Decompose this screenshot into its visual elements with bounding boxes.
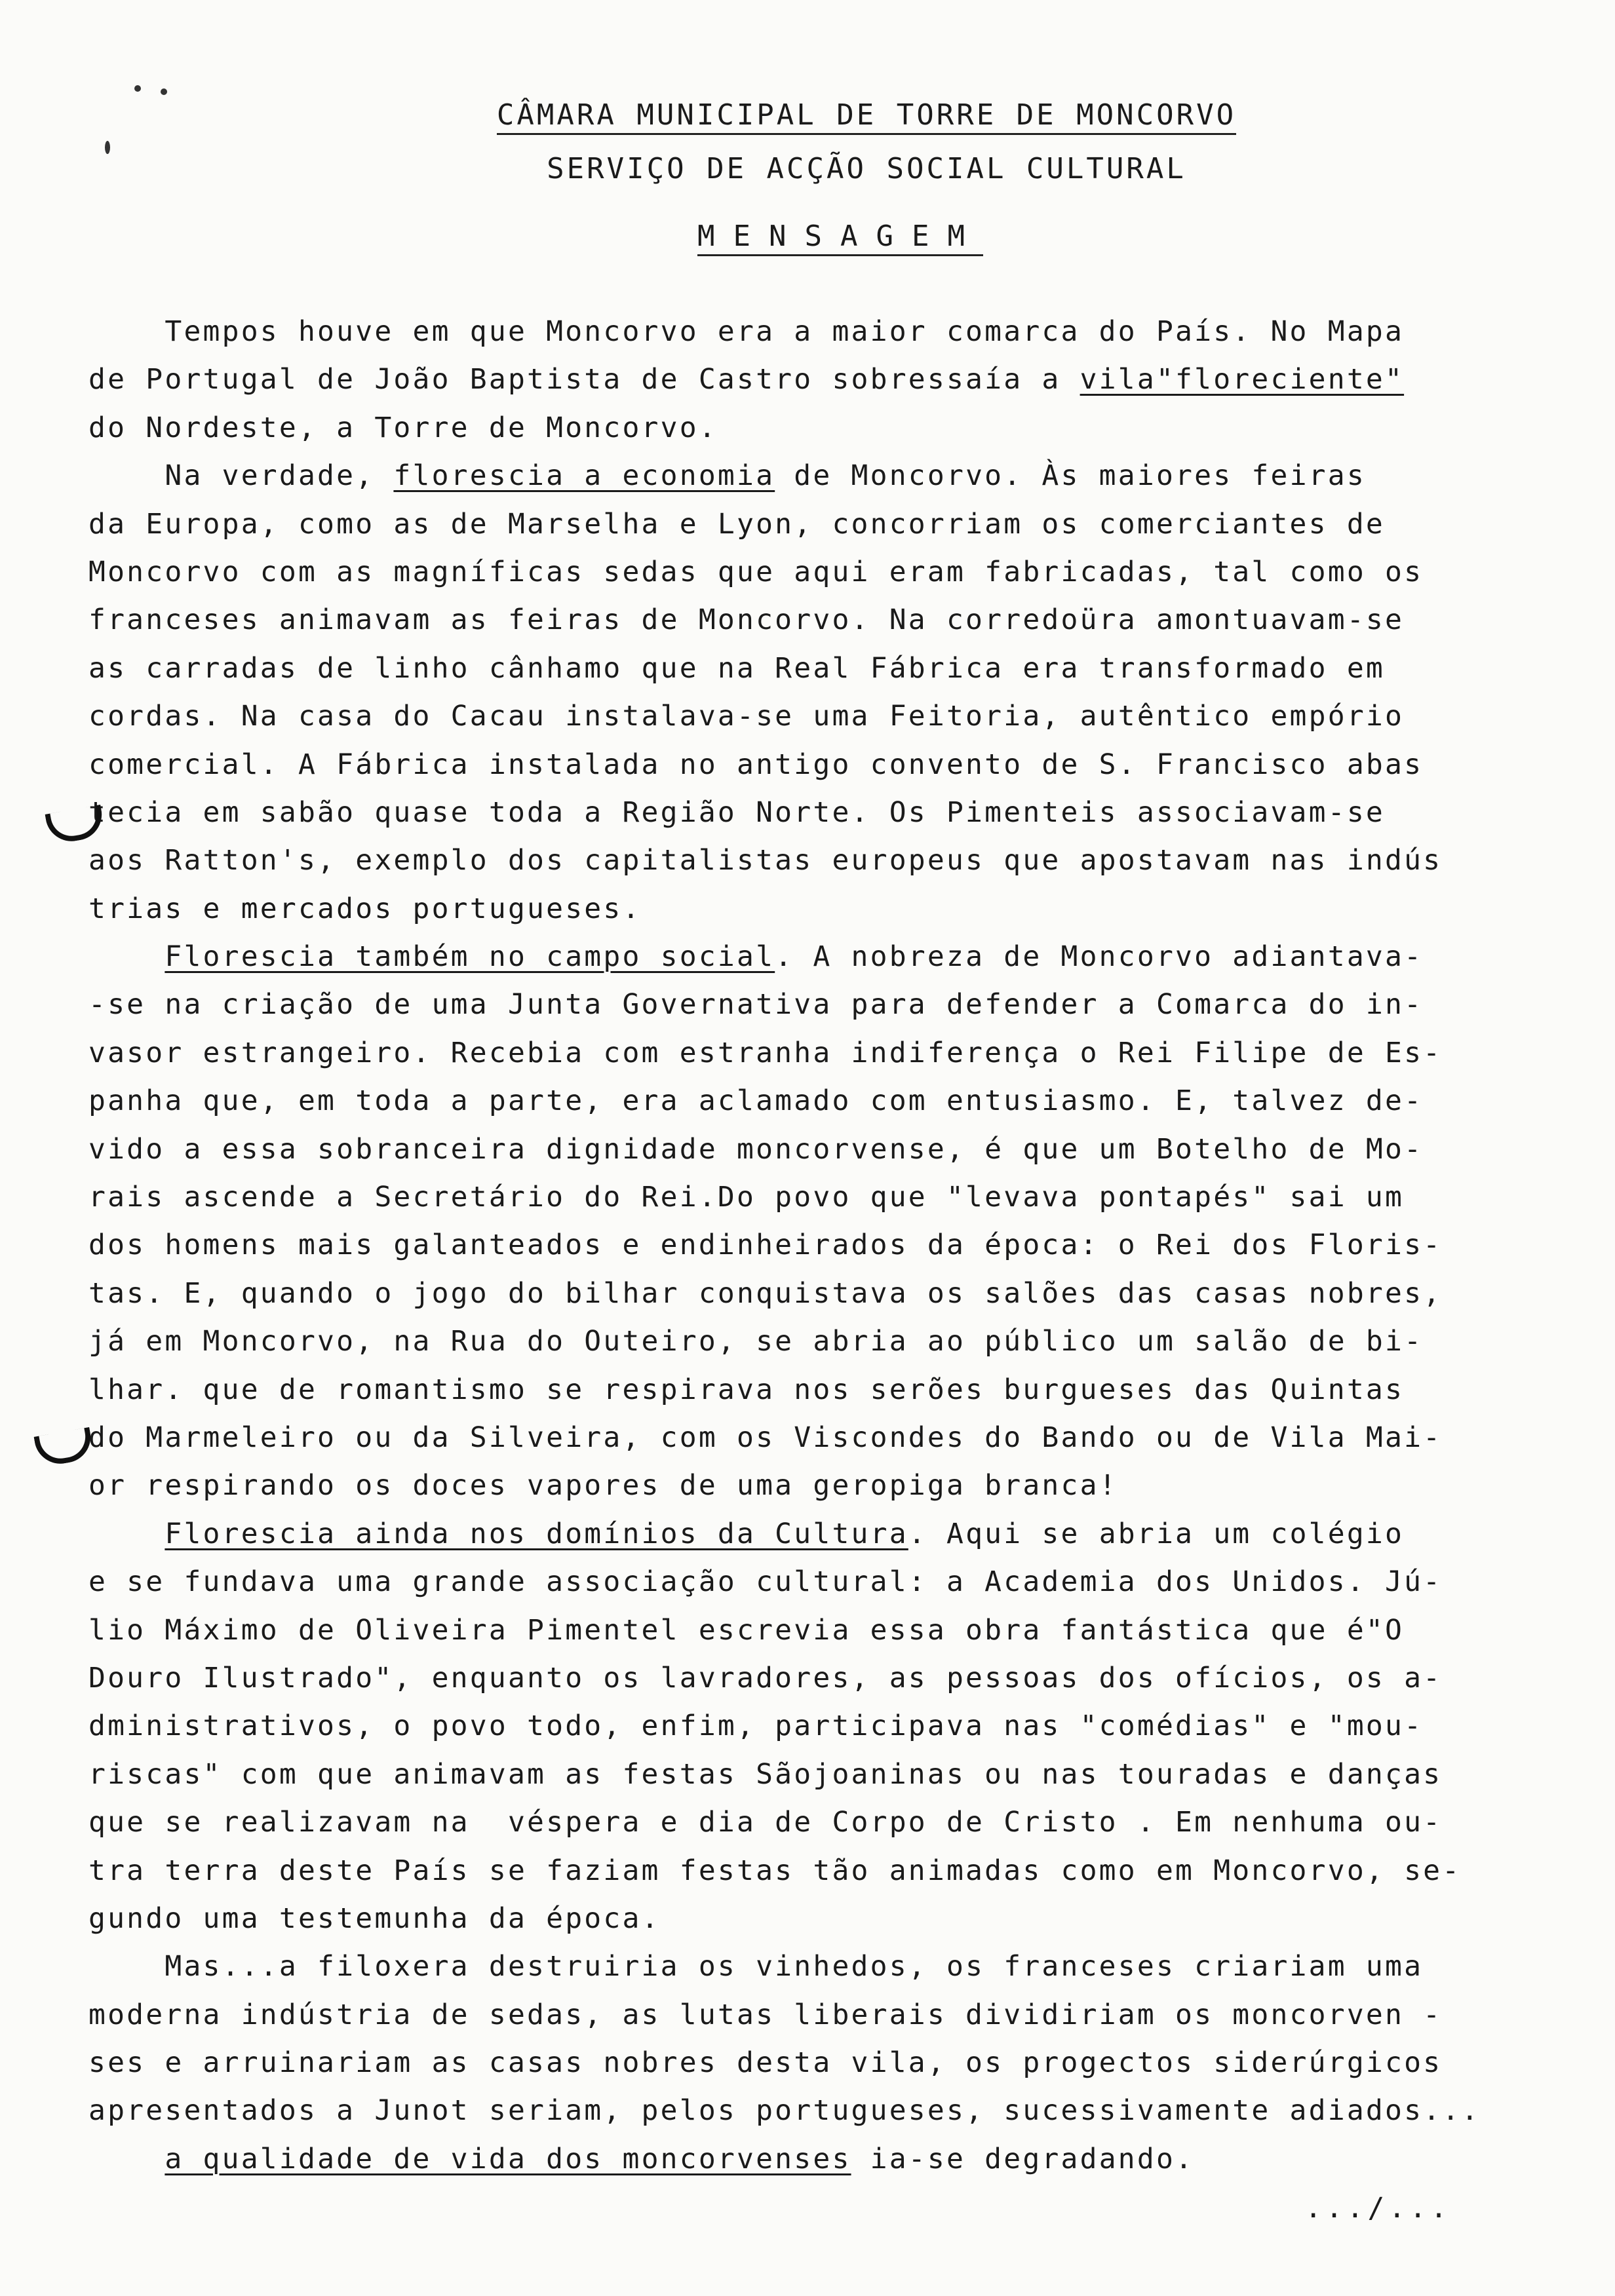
header-service-text: SERVIÇO DE ACÇÃO SOCIAL CULTURAL bbox=[547, 152, 1186, 185]
text-run: tra terra deste País se faziam festas tão animadas como em Moncorvo, se- bbox=[88, 1854, 1462, 1887]
text-line bbox=[88, 356, 1478, 404]
underlined-phrase: vila"floreciente" bbox=[1080, 363, 1405, 396]
text-line bbox=[88, 548, 1478, 596]
text-run: Tempos houve em que Moncorvo era a maior comarca do País. No Mapa bbox=[88, 315, 1405, 348]
text-run: ia-se degradando. bbox=[851, 2142, 1195, 2175]
text-line bbox=[88, 837, 1478, 885]
header-institution bbox=[59, 98, 1615, 132]
paragraph bbox=[88, 308, 1478, 452]
text-run: dos homens mais galanteados e endinheirados da época: o Rei dos Floris- bbox=[88, 1229, 1443, 1262]
header-service bbox=[59, 152, 1615, 185]
text-line bbox=[88, 1029, 1478, 1077]
text-run: do Marmeleiro ou da Silveira, com os Viscondes do Bando ou de Vila Mai- bbox=[88, 1421, 1443, 1454]
text-line bbox=[88, 1462, 1478, 1510]
text-run: . Aqui se abria um colégio bbox=[908, 1517, 1405, 1550]
text-run: rais ascende a Secretário do Rei.Do povo que "levava pontapés" sai um bbox=[88, 1181, 1405, 1214]
text-run: as carradas de linho cânhamo que na Real Fábrica era transformado em bbox=[88, 651, 1385, 685]
text-line bbox=[88, 308, 1478, 356]
continuation-mark: .../... bbox=[1304, 2192, 1451, 2225]
text-line bbox=[88, 1221, 1478, 1269]
text-run bbox=[88, 2143, 165, 2175]
text-run: dministrativos, o povo todo, enfim, participava nas "comédias" e "mou- bbox=[88, 1710, 1424, 1743]
underlined-phrase: a qualidade de vida dos moncorvenses bbox=[165, 2142, 851, 2175]
header-institution-text: CÂMARA MUNICIPAL DE TORRE DE MONCORVO bbox=[497, 98, 1236, 135]
text-line bbox=[88, 885, 1478, 933]
text-line bbox=[88, 1414, 1478, 1462]
text-run: vido a essa sobranceira dignidade moncorvense, é que um Botelho de Mo- bbox=[88, 1132, 1424, 1166]
text-run: já em Moncorvo, na Rua do Outeiro, se abria ao público um salão de bi- bbox=[88, 1325, 1424, 1358]
text-line bbox=[88, 1991, 1478, 2039]
text-run: de Moncorvo. Às maiores feiras bbox=[775, 459, 1366, 493]
text-line bbox=[88, 1270, 1478, 1318]
paragraph bbox=[88, 452, 1478, 933]
text-run: e se fundava uma grande associação cultural: a Academia dos Unidos. Jú- bbox=[88, 1565, 1443, 1599]
text-line bbox=[88, 645, 1478, 693]
text-run: gundo uma testemunha da época. bbox=[88, 1902, 661, 1935]
document-body bbox=[88, 308, 1481, 2183]
text-run: franceses animavam as feiras de Moncorvo. Na corredoüra amontuavam-se bbox=[88, 603, 1405, 637]
text-run: trias e mercados portugueses. bbox=[88, 892, 642, 925]
ink-speck bbox=[105, 141, 110, 154]
text-line bbox=[88, 741, 1478, 789]
text-line bbox=[88, 1702, 1478, 1750]
text-line bbox=[88, 1751, 1478, 1799]
text-run: cordas. Na casa do Cacau instalava-se uma Feitoria, autêntico empório bbox=[88, 700, 1405, 733]
text-line bbox=[88, 596, 1478, 644]
document-title-text: MENSAGEM bbox=[697, 220, 983, 256]
text-line bbox=[88, 1366, 1478, 1414]
underlined-phrase: Florescia também no campo social bbox=[165, 940, 775, 974]
paragraph bbox=[88, 933, 1478, 1510]
text-line bbox=[88, 2039, 1478, 2087]
text-run: comercial. A Fábrica instalada no antigo convento de S. Francisco abas bbox=[88, 748, 1424, 781]
text-run: aos Ratton's, exemplo dos capitalistas europeus que apostavam nas indús bbox=[88, 844, 1443, 877]
text-run: ses e arruinariam as casas nobres desta vila, os progectos siderúrgicos bbox=[88, 2046, 1443, 2080]
text-run: de Portugal de João Baptista de Castro sobressaía a bbox=[88, 363, 1080, 396]
text-line bbox=[88, 1943, 1478, 1991]
underlined-phrase: florescia a economia bbox=[393, 459, 775, 493]
text-run: vasor estrangeiro. Recebia com estranha indiferença o Rei Filipe de Es- bbox=[88, 1036, 1443, 1069]
text-run bbox=[88, 940, 165, 973]
text-line bbox=[88, 1558, 1478, 1606]
text-line bbox=[88, 1607, 1478, 1655]
text-line bbox=[88, 1847, 1478, 1895]
text-run: riscas" com que animavam as festas Sãojoaninas ou nas touradas e danças bbox=[88, 1757, 1443, 1791]
text-line bbox=[88, 1174, 1478, 1221]
text-run: tecia em sabão quase toda a Região Norte. Os Pimenteis associavam-se bbox=[88, 795, 1385, 829]
text-line bbox=[88, 789, 1478, 837]
text-line bbox=[88, 404, 1478, 452]
text-run: que se realizavam na véspera e dia de Corpo de Cristo . Em nenhuma ou- bbox=[88, 1806, 1443, 1839]
text-line bbox=[88, 693, 1478, 740]
text-line bbox=[88, 452, 1478, 500]
ink-speck bbox=[161, 88, 167, 95]
text-run: panha que, em toda a parte, era aclamado com entusiasmo. E, talvez de- bbox=[88, 1084, 1424, 1118]
text-run: tas. E, quando o jogo do bilhar conquistava os salões das casas nobres, bbox=[88, 1276, 1443, 1310]
text-run: lio Máximo de Oliveira Pimentel escrevia essa obra fantástica que é"O bbox=[88, 1613, 1405, 1647]
text-line bbox=[88, 1126, 1478, 1174]
text-line bbox=[88, 2135, 1478, 2183]
margin-pen-mark bbox=[33, 1427, 94, 1468]
text-line bbox=[88, 1318, 1478, 1366]
text-line bbox=[88, 933, 1478, 981]
text-line bbox=[88, 1655, 1478, 1702]
text-line bbox=[88, 1510, 1478, 1558]
text-run: lhar. que de romantismo se respirava nos serões burgueses das Quintas bbox=[88, 1373, 1405, 1406]
text-run: da Europa, como as de Marselha e Lyon, concorriam os comerciantes de bbox=[88, 507, 1385, 541]
text-line bbox=[88, 1799, 1478, 1846]
text-run: do Nordeste, a Torre de Moncorvo. bbox=[88, 411, 718, 444]
paragraph bbox=[88, 1943, 1481, 2183]
text-run: moderna indústria de sedas, as lutas liberais dividiriam os moncorven - bbox=[88, 1998, 1443, 2031]
text-line bbox=[88, 2087, 1481, 2135]
text-line bbox=[88, 1077, 1478, 1125]
paragraph bbox=[88, 1510, 1478, 1943]
underlined-phrase: Florescia ainda nos domínios da Cultura bbox=[165, 1517, 908, 1550]
text-run: or respirando os doces vapores de uma geropiga branca! bbox=[88, 1469, 1118, 1502]
text-run: apresentados a Junot seriam, pelos portugueses, sucessivamente adiados... bbox=[88, 2094, 1481, 2128]
text-run: Na verdade, bbox=[88, 459, 394, 493]
text-run: Moncorvo com as magníficas sedas que aqui eram fabricadas, tal como os bbox=[88, 555, 1424, 588]
text-line bbox=[88, 981, 1478, 1029]
text-run: . A nobreza de Moncorvo adiantava- bbox=[775, 940, 1424, 974]
text-run: -se na criação de uma Junta Governativa para defender a Comarca do in- bbox=[88, 988, 1424, 1022]
text-line bbox=[88, 1895, 1478, 1943]
ink-speck bbox=[134, 85, 141, 92]
text-run: Mas...a filoxera destruiria os vinhedos, os franceses criariam uma bbox=[88, 1950, 1424, 1983]
text-run bbox=[88, 1518, 165, 1550]
text-line bbox=[88, 501, 1478, 548]
text-run: Douro Ilustrado", enquanto os lavradores, as pessoas dos ofícios, os a- bbox=[88, 1661, 1443, 1694]
document-title bbox=[33, 220, 1615, 253]
